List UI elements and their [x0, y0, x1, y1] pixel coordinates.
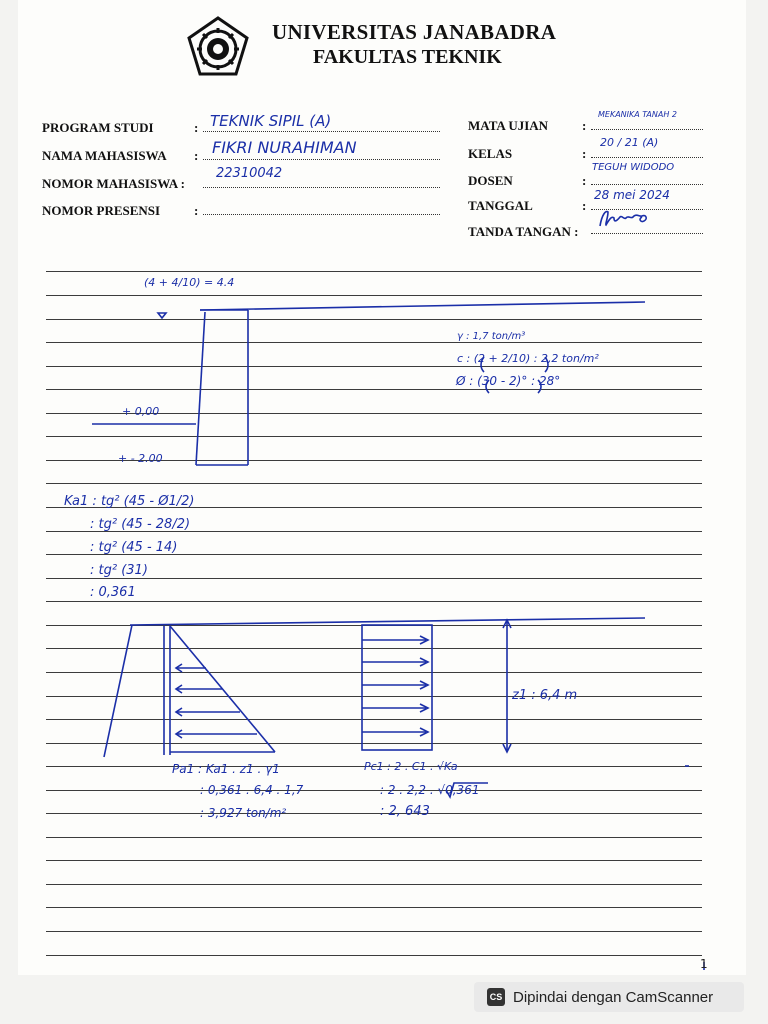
pc-step-2: : 2 . 2,2 . √0,361 [380, 783, 480, 797]
ka-step-4: : tg² (31) [90, 563, 148, 578]
elevation-zero: + 0,00 [122, 405, 160, 418]
ka-step-2: : tg² (45 - 28/2) [90, 517, 191, 532]
nama-value: FIKRI NURAHIMAN [212, 138, 357, 157]
nomor-value: 22310042 [216, 166, 283, 181]
pa-result: : 3,927 ton/m² [200, 806, 287, 820]
gamma-note: γ : 1,7 ton/m³ [457, 331, 526, 342]
colon: : [582, 146, 587, 161]
camscanner-badge [474, 982, 744, 1012]
pa-formula: Pa1 : Ka1 . z1 . γ1 [172, 762, 280, 776]
pc-result: : 2, 643 [380, 804, 430, 819]
nama-label: NAMA MAHASISWA [42, 148, 167, 163]
top-calc-note: (4 + 4/10) = 4.4 [144, 276, 235, 289]
presensi-label: NOMOR PRESENSI [42, 203, 161, 218]
kelas-label: KELAS [468, 146, 513, 161]
pc-formula: Pc1 : 2 . C1 . √Ka [364, 760, 458, 773]
nomor-label: NOMOR MAHASISWA : [42, 176, 186, 191]
colon: : [194, 203, 199, 218]
cohesion-note: c : (2 + 2/10) : 2,2 ton/m² [457, 352, 599, 365]
dosen-label: DOSEN [468, 173, 513, 188]
page-number: 1 [700, 957, 708, 971]
z-dimension-label: z1 : 6,4 m [512, 688, 578, 703]
camscanner-text: Dipindai dengan CamScanner [513, 988, 714, 1006]
ka-result: : 0,361 [90, 585, 136, 600]
kelas-value: 20 / 21 (A) [600, 136, 659, 149]
mata-ujian-value: MEKANIKA TANAH 2 [598, 110, 678, 119]
dosen-value: TEGUH WIDODO [592, 162, 675, 173]
tanggal-value: 28 mei 2024 [594, 188, 670, 202]
ka-formula: Ka1 : tg² (45 - Ø1/2) [64, 494, 195, 509]
camscanner-icon: CS [487, 988, 505, 1006]
faculty-title: FAKULTAS TEKNIK [313, 46, 502, 68]
colon: : [582, 198, 587, 213]
pa-step-2: : 0,361 . 6,4 . 1,7 [200, 783, 304, 797]
colon: : [194, 148, 199, 163]
colon: : [582, 118, 587, 133]
program-studi-label: PROGRAM STUDI [42, 120, 154, 135]
university-title: UNIVERSITAS JANABADRA [272, 20, 557, 44]
ttd-label: TANDA TANGAN : [468, 224, 579, 239]
colon: : [582, 173, 587, 188]
ka-step-3: : tg² (45 - 14) [90, 540, 178, 555]
tanggal-label: TANGGAL [468, 198, 533, 213]
mata-ujian-label: MATA UJIAN [468, 118, 549, 133]
colon: : [194, 120, 199, 135]
elevation-minus-two: + - 2.00 [118, 452, 163, 465]
program-studi-value: TEKNIK SIPIL (A) [210, 112, 332, 130]
phi-note: Ø : (30 - 2)° : 28° [456, 374, 561, 388]
